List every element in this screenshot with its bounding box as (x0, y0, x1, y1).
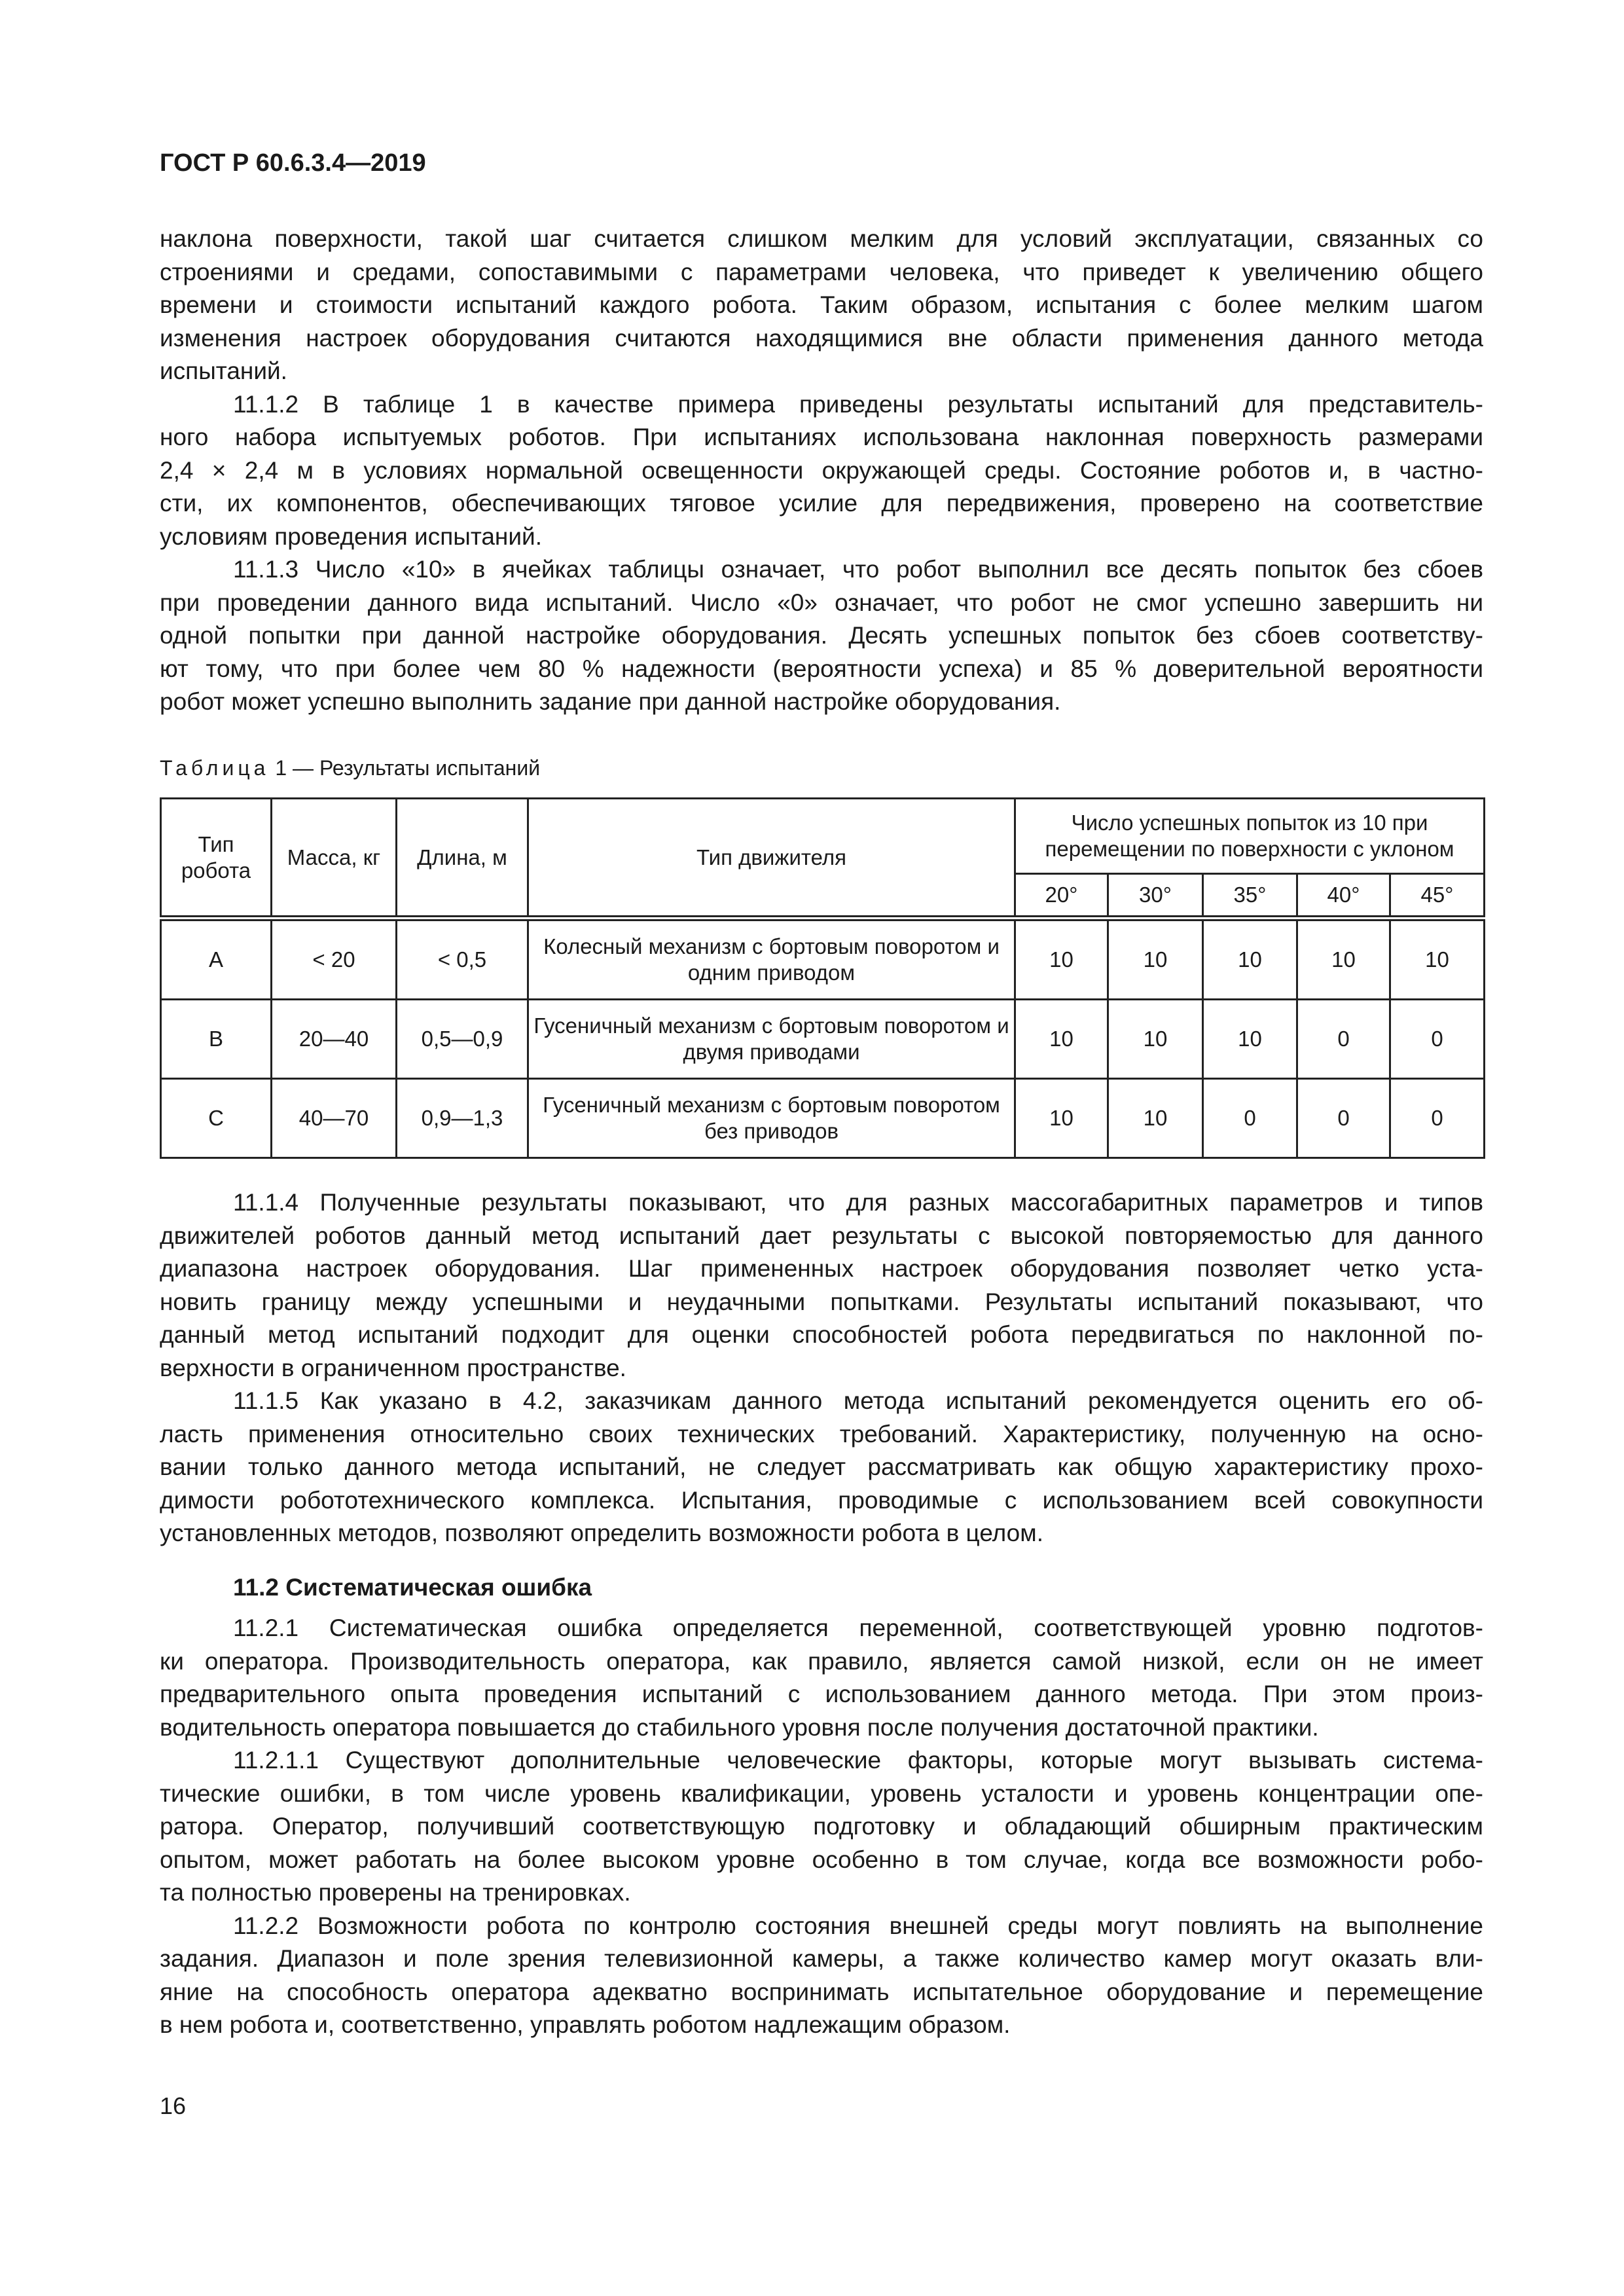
cell-value: 0 (1203, 1079, 1297, 1158)
text-line: вании только данного метода испытаний, не следует рассматривать как общую характеристику прохо- (160, 1453, 1483, 1480)
text-line: димости робототехнического комплекса. Испытания, проводимые с использованием всей совокупности (160, 1486, 1483, 1514)
paragraph (160, 1910, 1483, 2042)
text-line: 11.1.3 Число «10» в ячейках таблицы означает, что робот выполнил все десять попыток без сбоев (233, 556, 1483, 583)
cell-value: 10 (1390, 919, 1485, 1000)
text-line: движителей роботов данный метод испытаний дает результаты с высокой повторяемостью для данного (160, 1222, 1483, 1249)
paragraph (160, 1385, 1483, 1550)
cell-value: 10 (1203, 919, 1297, 1000)
text-line: 11.2.2 Возможности робота по контролю состояния внешней среды могут повлиять на выполнение (233, 1912, 1483, 1939)
header-length: Длина, м (397, 799, 528, 919)
text-line: 11.1.4 Полученные результаты показывают, что для разных массогабаритных параметров и типов (233, 1189, 1483, 1216)
results-table (160, 797, 1485, 1159)
cell-type: B (161, 1000, 272, 1079)
text-line: 2,4 × 2,4 м в условиях нормальной освещенности окружающей среды. Состояние роботов и, в частно- (160, 456, 1483, 484)
text-block-top (160, 223, 1483, 719)
text-line: ки оператора. Производительность оператора, как правило, является самой низкой, если он не имеет (160, 1647, 1483, 1675)
text-line: установленных методов, позволяют определить возможности робота в целом. (160, 1520, 1043, 1546)
text-line: водительность оператора повышается до стабильного уровня после получения достаточной практики. (160, 1713, 1319, 1741)
text-line: 11.2.1.1 Существуют дополнительные человеческие факторы, которые могут вызывать системa- (233, 1747, 1483, 1774)
text-line: при проведении данного вида испытаний. Число «0» означает, что робот не смог успешно завершить ни (160, 589, 1483, 616)
text-line: строениями и средами, сопоставимыми с параметрами человека, что приведет к увеличению общего (160, 258, 1483, 285)
text-line: ного набора испытуемых роботов. При испытаниях использована наклонная поверхность размерами (160, 424, 1483, 450)
table-row (161, 1079, 1485, 1158)
cell-drive: Колесный механизм с бортовым поворотом и одним приводом (528, 919, 1015, 1000)
cell-mass: 20—40 (272, 1000, 397, 1079)
cell-value: 10 (1015, 1079, 1108, 1158)
header-angle: 35° (1203, 874, 1297, 919)
paragraph (160, 223, 1483, 388)
table-row (161, 1000, 1485, 1079)
table-row (161, 919, 1485, 1000)
cell-type: C (161, 1079, 272, 1158)
paragraph (160, 1744, 1483, 1910)
cell-value: 10 (1108, 1000, 1203, 1079)
cell-value: 0 (1390, 1079, 1485, 1158)
cell-mass: 40—70 (272, 1079, 397, 1158)
cell-value: 10 (1297, 919, 1390, 1000)
text-line: ласть применения относительно своих технических требований. Характеристику, полученную на осно- (160, 1420, 1483, 1448)
text-line: одной попытки при данной настройке оборудования. Десять успешных попыток без сбоев соответству- (160, 622, 1483, 649)
text-line: наклона поверхности, такой шаг считается слишком мелким для условий эксплуатации, связанных со (160, 225, 1483, 252)
text-line: 11.1.5 Как указано в 4.2, заказчикам данного метода испытаний рекомендуется оценить его об- (233, 1387, 1483, 1414)
cell-length: < 0,5 (397, 919, 528, 1000)
section-heading: 11.2 Систематическая ошибка (233, 1574, 592, 1601)
text-line: задания. Диапазон и поле зрения телевизионной камеры, а также количество камер могут оказать вли- (160, 1945, 1483, 1972)
cell-mass: < 20 (272, 919, 397, 1000)
header-drive-type: Тип движителя (528, 799, 1015, 919)
document-header: ГОСТ Р 60.6.3.4—2019 (160, 149, 426, 177)
text-line: верхности в ограниченном пространстве. (160, 1354, 626, 1381)
text-line: испытаний. (160, 357, 287, 384)
table-caption-word: Таблица (160, 756, 270, 780)
page-number: 16 (160, 2092, 187, 2119)
header-angle: 20° (1015, 874, 1108, 919)
paragraph (160, 388, 1483, 554)
text-line: ратора. Оператор, получивший соответствующую подготовку и обладающий обширным практическим (160, 1813, 1483, 1840)
paragraph (160, 1186, 1483, 1385)
text-block-section (160, 1612, 1483, 2042)
cell-value: 10 (1015, 919, 1108, 1000)
text-line: условиям проведения испытаний. (160, 522, 542, 550)
cell-value: 0 (1297, 1079, 1390, 1158)
text-line: данный метод испытаний подходит для оценки способностей робота передвигаться по наклонной по- (160, 1321, 1483, 1348)
header-mass: Масса, кг (272, 799, 397, 919)
text-line: 11.1.2 В таблице 1 в качестве примера приведены результаты испытаний для представитель- (233, 390, 1483, 418)
text-line: в нем робота и, соответственно, управлять роботом надлежащим образом. (160, 2011, 1011, 2038)
text-line: времени и стоимости испытаний каждого робота. Таким образом, испытания с более мелким шагом (160, 291, 1483, 318)
cell-value: 10 (1015, 1000, 1108, 1079)
header-success-attempts: Число успешных попыток из 10 при перемещении по поверхности с уклоном (1015, 799, 1485, 874)
text-line: предварительного опыта проведения испытаний с использованием данного метода. При этом произ- (160, 1681, 1483, 1707)
text-line: изменения настроек оборудования считаются находящимися вне области применения данного метода (160, 324, 1483, 352)
text-line: тические ошибки, в том числе уровень квалификации, уровень усталости и уровень концентрации опе- (160, 1779, 1483, 1807)
text-line: опытом, может работать на более высоком уровне особенно в том случае, когда все возможности робо- (160, 1846, 1483, 1873)
header-robot-type: Тип робота (161, 799, 272, 919)
table-caption (160, 756, 540, 780)
cell-value: 10 (1108, 1079, 1203, 1158)
cell-type: A (161, 919, 272, 1000)
text-line: яние на способность оператора адекватно воспринимать испытательное оборудование и перемещение (160, 1978, 1483, 2005)
text-line: новить границу между успешными и неудачными попытками. Результаты испытаний показывают, что (160, 1288, 1483, 1315)
text-line: сти, их компонентов, обеспечивающих тяговое усилие для передвижения, проверено на соответствие (160, 490, 1483, 517)
paragraph (160, 553, 1483, 719)
text-line: 11.2.1 Систематическая ошибка определяется переменной, соответствующей уровню подготов- (233, 1614, 1483, 1641)
cell-drive: Гусеничный механизм с бортовым поворотом и двумя приводами (528, 1000, 1015, 1079)
paragraph (160, 1612, 1483, 1744)
cell-drive: Гусеничный механизм с бортовым поворотом без приводов (528, 1079, 1015, 1158)
table-caption-title: 1 — Результаты испытаний (275, 756, 541, 780)
cell-value: 0 (1390, 1000, 1485, 1079)
header-angle: 45° (1390, 874, 1485, 919)
text-line: робот может успешно выполнить задание при данной настройке оборудования. (160, 688, 1061, 715)
cell-length: 0,9—1,3 (397, 1079, 528, 1158)
text-block-bottom (160, 1186, 1483, 1550)
text-line: та полностью проверены на тренировках. (160, 1879, 631, 1906)
cell-value: 0 (1297, 1000, 1390, 1079)
header-angle: 40° (1297, 874, 1390, 919)
cell-value: 10 (1203, 1000, 1297, 1079)
text-line: ют тому, что при более чем 80 % надежности (вероятности успеха) и 85 % доверительной вероятности (160, 655, 1483, 682)
cell-length: 0,5—0,9 (397, 1000, 528, 1079)
header-angle: 30° (1108, 874, 1203, 919)
text-line: диапазона настроек оборудования. Шаг примененных настроек оборудования позволяет четко уста- (160, 1255, 1483, 1282)
cell-value: 10 (1108, 919, 1203, 1000)
